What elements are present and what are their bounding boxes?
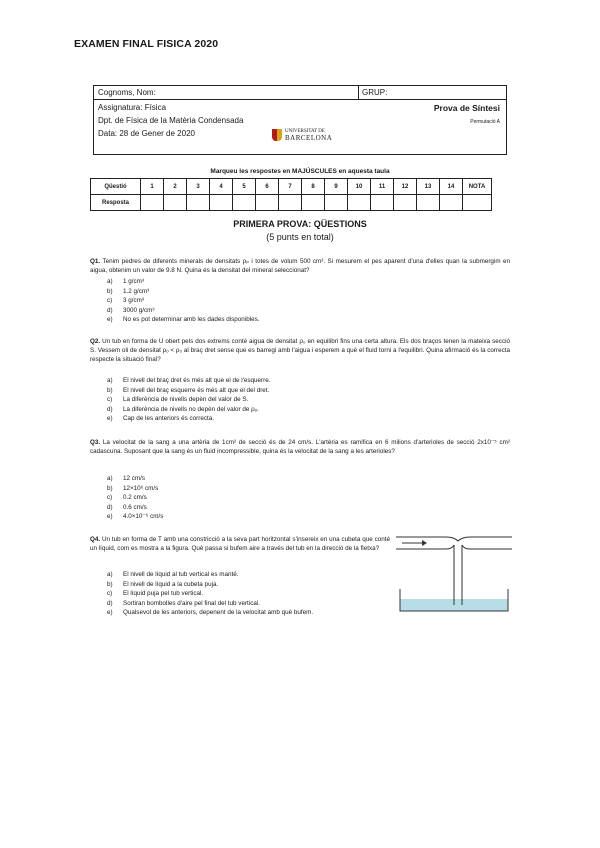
question-number-cell: 4 [210, 179, 233, 195]
answer-cell[interactable] [164, 195, 187, 211]
option-text: 4.0×10⁻⁶ cm/s [123, 513, 164, 520]
question-number-cell: 9 [325, 179, 348, 195]
option-text: 12 cm/s [123, 475, 146, 482]
answer-cell[interactable] [187, 195, 210, 211]
answer-row [91, 195, 492, 211]
group-field-label[interactable]: GRUP: [362, 88, 388, 97]
option-text: 3000 g/cm³ [123, 306, 155, 314]
option-letter: a) [107, 278, 113, 285]
option-text: La diferència de nivells no depèn del valor de ρₒ. [123, 405, 259, 413]
option-text: No es pot determinar amb les dades disponibles. [123, 316, 260, 323]
option-text: Sortiran bombolles d'aire pel final del tub vertical. [123, 599, 261, 607]
option-text: Qualsevol de les anteriors, depenent de la velocitat amb què bufem. [123, 609, 314, 616]
option-letter: d) [107, 599, 113, 607]
answer-cell[interactable] [210, 195, 233, 211]
question-text: La velocitat de la sang a una artèria de 1cm² de secció és de 24 cm/s. L'artèria es ramifica en 6 milions d'arterioles de secció 2x10⁻⁵ cm² cadascuna. Suposant que la sang és un fluid incompressible, quina és la velocitat de la sang a les arterioles? [90, 439, 511, 455]
t-tube-lower-wall [396, 545, 512, 605]
answer-option [107, 580, 313, 590]
question-number-cell: 11 [371, 179, 394, 195]
option-letter: e) [107, 415, 113, 422]
question-number-cell: 10 [348, 179, 371, 195]
options-q2 [107, 376, 271, 424]
option-text: 3 g/cm³ [123, 297, 144, 304]
question-text: Un tub en forma de U obert pels dos extrems conté aigua de densitat ρ₀ en equilibri fins una certa altura. Els dos braços tenen la mateixa secció S. Vessem oli de densitat ρₒ < ρ₀ al braç dret sense que es barregi amb l'aigua i esperem a què el fluid torni a l'equilibri. Quina afirmació és la correcta respecte la situació final? [90, 338, 510, 363]
question-text: Tenim pedres de diferents minerals de densitats ρₚ i totes de volum 500 cm³. Si mesurem el pes aparent d'una d'elles quan la submergim en aigua, obtenim un valor de 9.8 N. Quina és la densitat del mineral seleccionat? [90, 258, 511, 274]
question-number: Q4. [90, 536, 101, 543]
t-tube-figure [396, 531, 512, 613]
option-text: 12×10⁶ cm/s [123, 484, 159, 492]
question-number: Q1. [90, 258, 101, 265]
answer-option [107, 512, 163, 522]
answer-option [107, 503, 163, 513]
answer-cell[interactable] [348, 195, 371, 211]
question-row-label: Qüestió [91, 179, 141, 195]
option-text: 1 g/cm³ [123, 278, 144, 285]
answer-cell[interactable] [325, 195, 348, 211]
logo-line-1: UNIVERSITAT DE [285, 129, 325, 134]
option-letter: b) [107, 484, 113, 492]
header-divider [358, 86, 359, 99]
answer-option [107, 414, 271, 424]
answer-cell[interactable] [440, 195, 463, 211]
answer-option [107, 395, 271, 405]
student-header-box [93, 85, 507, 155]
option-text: El nivell de líquid al tub vertical es manté. [123, 571, 239, 578]
answer-option [107, 608, 313, 618]
question-number: Q3. [90, 439, 101, 446]
question-number-cell: 12 [394, 179, 417, 195]
date-label: Data: 28 de Gener de 2020 [98, 129, 195, 138]
question-number-cell: 1 [141, 179, 164, 195]
exam-type-label: Prova de Síntesi [433, 103, 500, 113]
question-number-row [91, 179, 492, 195]
question-number-cell: 3 [187, 179, 210, 195]
option-letter: c) [107, 396, 113, 403]
question-number-cell: 6 [256, 179, 279, 195]
option-letter: a) [107, 475, 113, 482]
t-tube-upper-wall [396, 537, 512, 541]
answer-option [107, 287, 260, 297]
grade-cell[interactable] [463, 195, 492, 211]
answer-option [107, 376, 271, 386]
answer-table [90, 178, 492, 211]
answer-cell[interactable] [233, 195, 256, 211]
section-subtitle: (5 punts en total) [266, 232, 334, 242]
question-q3 [90, 438, 510, 456]
question-number-cell: 7 [279, 179, 302, 195]
answer-cell[interactable] [417, 195, 440, 211]
question-number: Q2. [90, 338, 101, 345]
option-text: El nivell del braç dret és més alt que el de l'esquerre. [123, 377, 271, 384]
question-q2 [90, 337, 510, 364]
university-logo [272, 129, 332, 141]
question-number-cell: 8 [302, 179, 325, 195]
option-letter: b) [107, 287, 113, 295]
answer-option [107, 386, 271, 396]
option-letter: b) [107, 580, 113, 588]
option-text: Cap de les anteriors és correcta. [123, 415, 214, 422]
option-text: El nivell de líquid a la cubeta puja. [123, 580, 219, 588]
question-number-cell: 13 [417, 179, 440, 195]
answer-option [107, 315, 260, 325]
options-q4 [107, 570, 313, 618]
option-text: 0.6 cm/s [123, 503, 147, 511]
option-text: 1.2 g/cm³ [123, 287, 150, 295]
air-flow-arrow-icon [422, 540, 427, 546]
answer-table-instruction: Marqueu les respostes en MAJÚSCULES en aquesta taula [210, 168, 390, 175]
question-text: Un tub en forma de T amb una constricció a la seva part horitzontal s'insereix en una cubeta que conté un líquid, com es mostra a la figura. Què passa si bufem aire a través del tub en la direcció de la fletxa? [90, 536, 390, 552]
answer-option [107, 306, 260, 316]
option-letter: e) [107, 609, 113, 616]
option-letter: c) [107, 494, 113, 501]
answer-option [107, 277, 260, 287]
answer-option [107, 570, 313, 580]
option-letter: d) [107, 405, 113, 413]
options-q1 [107, 277, 260, 325]
question-q4 [90, 535, 390, 553]
answer-option [107, 493, 163, 503]
option-text: El líquid puja pel tub vertical. [123, 590, 204, 597]
option-letter: c) [107, 590, 113, 597]
name-group-row [94, 86, 506, 100]
grade-header-cell: NOTA [463, 179, 492, 195]
option-letter: d) [107, 503, 113, 511]
question-q1 [90, 257, 510, 275]
answer-option [107, 474, 163, 484]
answer-option [107, 405, 271, 415]
option-letter: b) [107, 386, 113, 394]
section-title: PRIMERA PROVA: QÜESTIONS [233, 219, 367, 229]
question-number-cell: 2 [164, 179, 187, 195]
options-q3 [107, 474, 163, 522]
answer-option [107, 589, 313, 599]
option-text: La diferència de nivells depèn del valor de S. [123, 396, 249, 403]
answer-cell[interactable] [141, 195, 164, 211]
permutation-label: Permutació A [470, 119, 500, 125]
surname-name-field-label[interactable]: Cognoms, Nom: [98, 88, 156, 97]
option-text: 0.2 cm/s [123, 494, 147, 501]
option-letter: e) [107, 316, 113, 323]
question-number-cell: 5 [233, 179, 256, 195]
answer-cell[interactable] [394, 195, 417, 211]
answer-row-label: Resposta [91, 195, 141, 211]
subject-label: Assignatura: Física [98, 103, 167, 112]
answer-cell[interactable] [371, 195, 394, 211]
university-shield-icon [272, 129, 282, 141]
option-text: El nivell del braç esquerre és més alt que el del dret. [123, 386, 270, 394]
answer-option [107, 599, 313, 609]
answer-cell[interactable] [279, 195, 302, 211]
answer-option [107, 296, 260, 306]
option-letter: a) [107, 571, 113, 578]
logo-line-2: BARCELONA [285, 134, 333, 142]
answer-option [107, 484, 163, 494]
option-letter: d) [107, 306, 113, 314]
option-letter: c) [107, 297, 113, 304]
answer-cell[interactable] [302, 195, 325, 211]
exam-title: EXAMEN FINAL FISICA 2020 [74, 38, 219, 50]
question-number-cell: 14 [440, 179, 463, 195]
option-letter: a) [107, 377, 113, 384]
department-label: Dpt. de Física de la Matèria Condensada [98, 116, 244, 125]
option-letter: e) [107, 513, 113, 520]
answer-cell[interactable] [256, 195, 279, 211]
